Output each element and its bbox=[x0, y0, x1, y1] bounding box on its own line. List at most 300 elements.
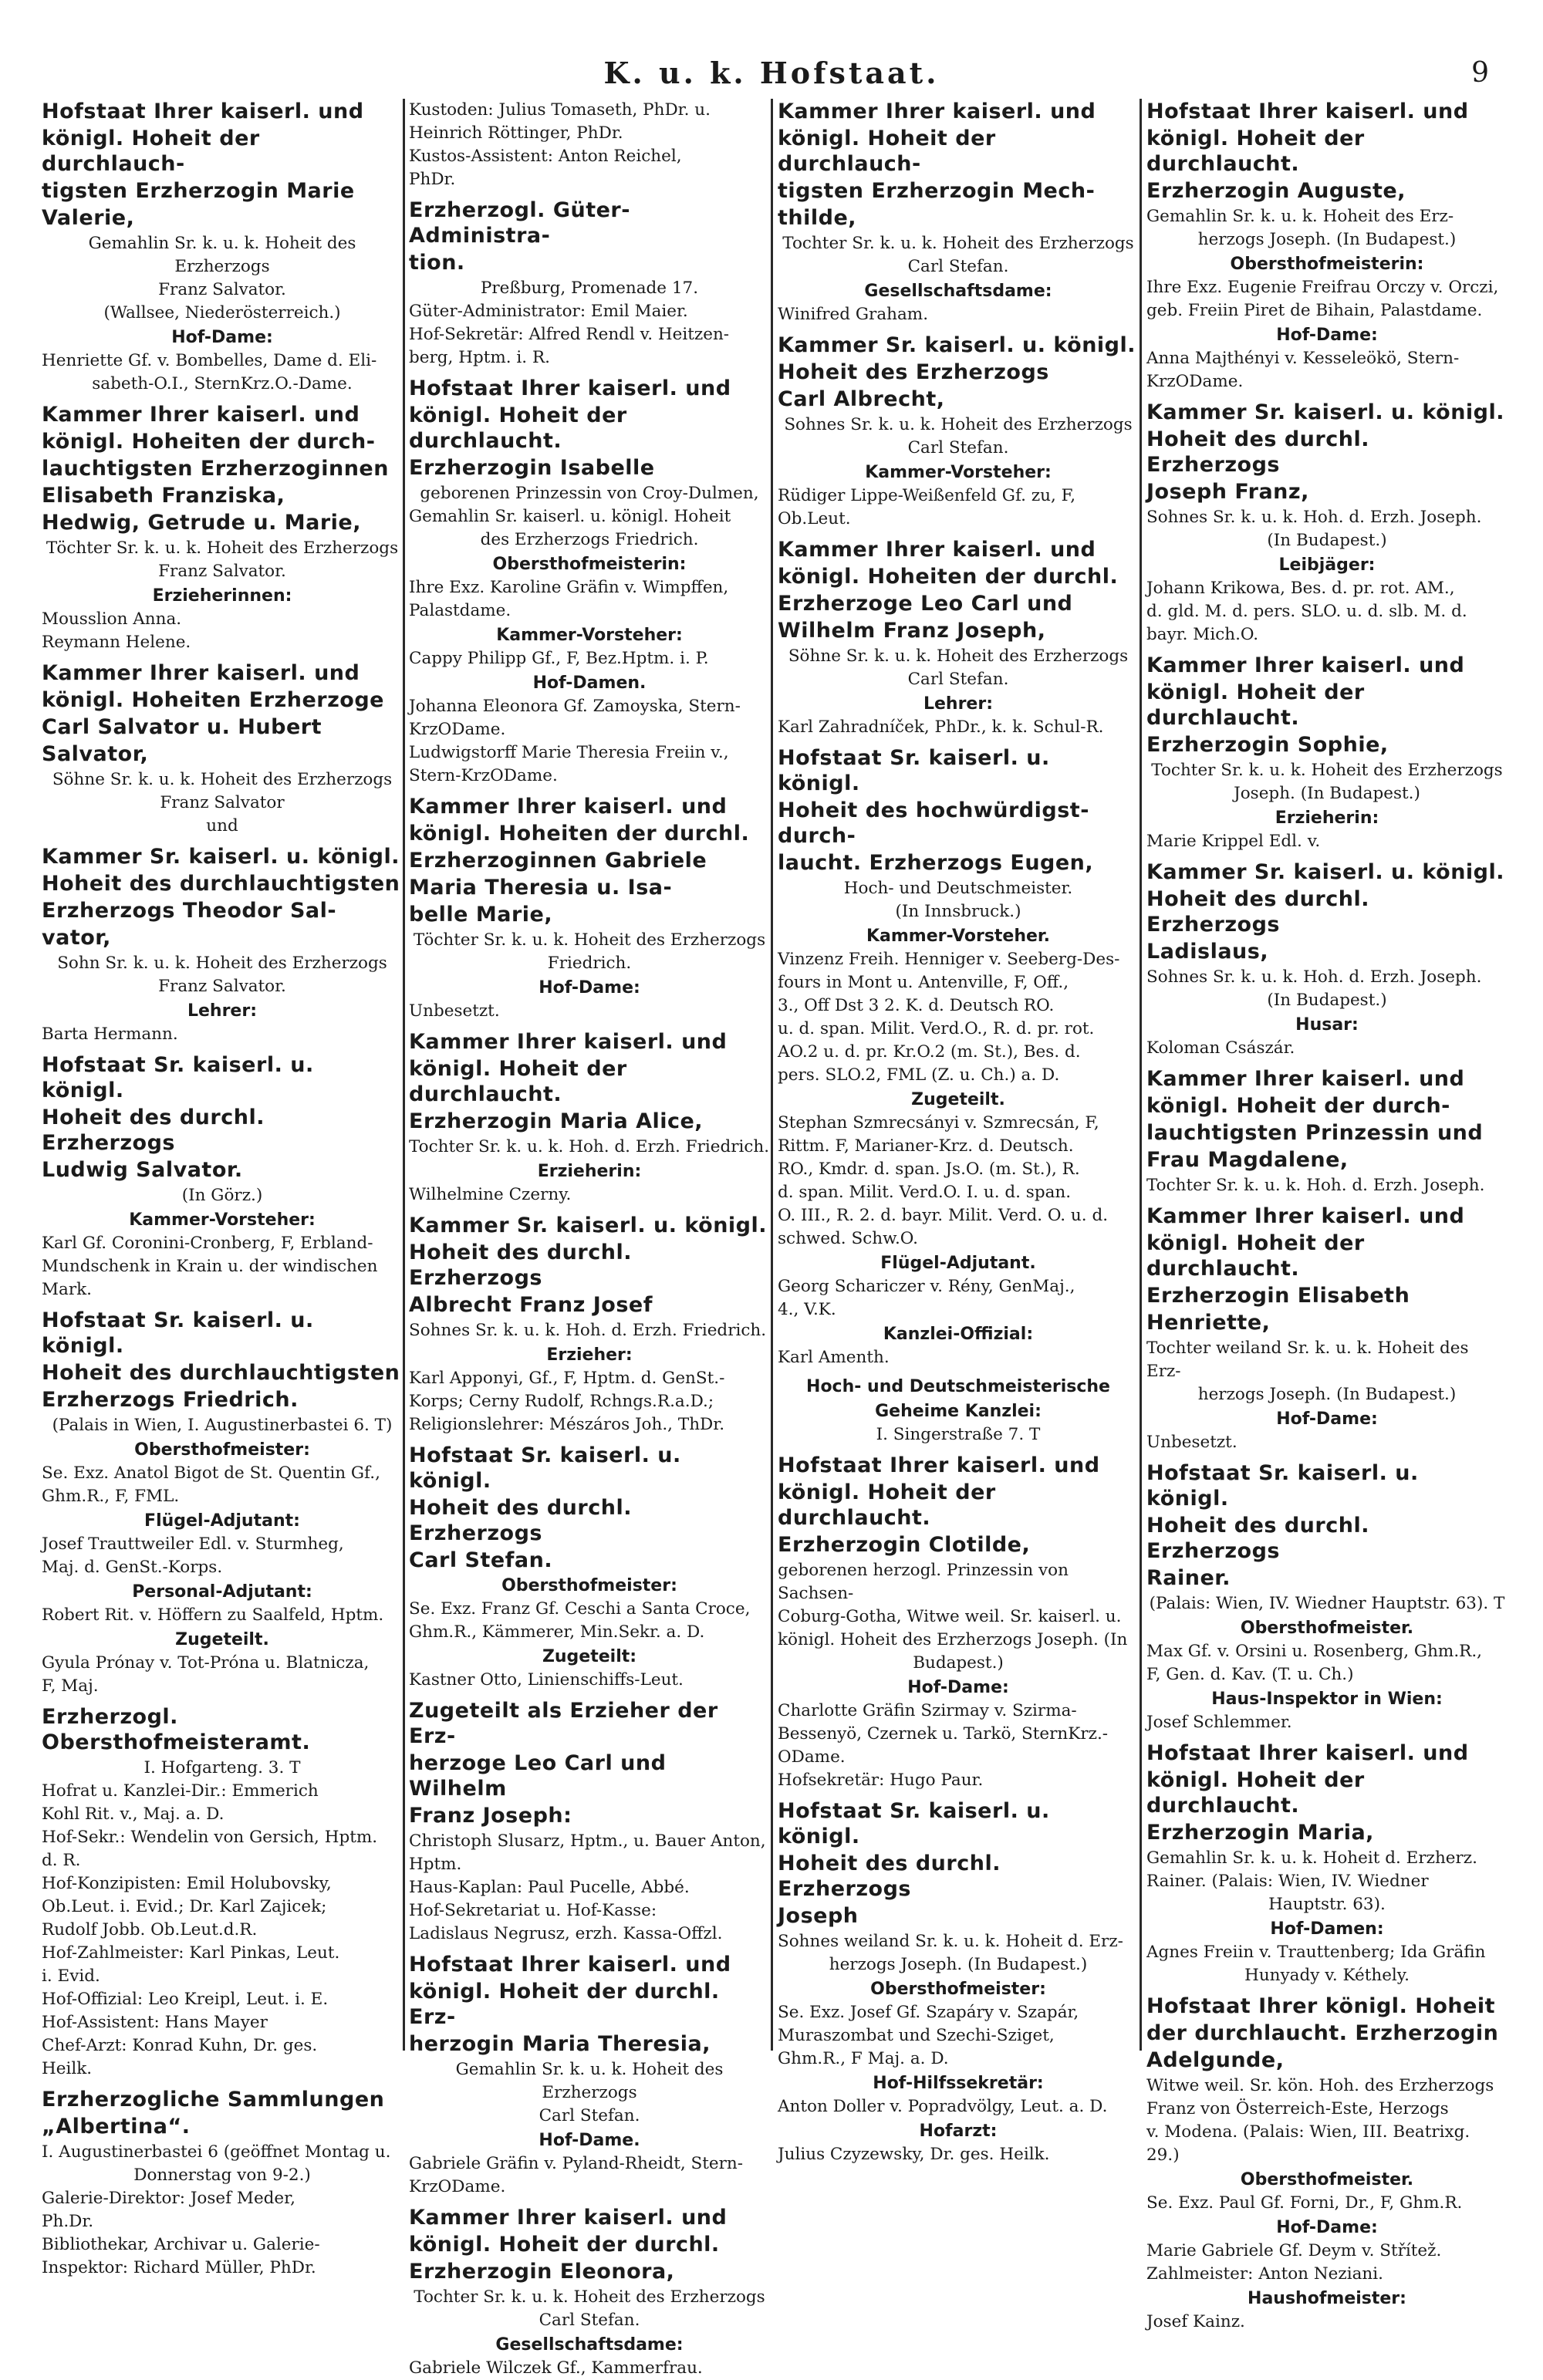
section-title-line: Hofstaat Sr. kaiserl. u. königl. bbox=[42, 1308, 314, 1358]
entry-line: RO., Kmdr. d. span. Js.O. (m. St.), R. bbox=[778, 1160, 1080, 1179]
role-heading: Erzieherin: bbox=[537, 1162, 642, 1181]
role-heading: Hof-Dame: bbox=[171, 328, 273, 347]
entry-line: (In Innsbruck.) bbox=[895, 902, 1021, 921]
entry-line: Se. Exz. Anatol Bigot de St. Quentin Gf., bbox=[42, 1463, 380, 1483]
section-title-line: herzogin Maria Theresia, bbox=[409, 2032, 711, 2056]
section-title-line: Erzherzoge Leo Carl und bbox=[778, 592, 1073, 616]
role-heading: Hof-Dame: bbox=[1276, 2218, 1378, 2237]
entry-line: Muraszombat und Szechi-Sziget, bbox=[778, 2026, 1055, 2045]
entry-line: Tochter weiland Sr. k. u. k. Hoheit des Erz- bbox=[1146, 1339, 1469, 1381]
section-title-line: Joseph bbox=[778, 1904, 859, 1928]
entry-line: Donnerstag von 9-2.) bbox=[133, 2166, 311, 2185]
entry-line: Carl Stefan. bbox=[907, 438, 1009, 457]
entry-line: Töchter Sr. k. u. k. Hoheit des Erzherzogs bbox=[46, 538, 399, 558]
column-3 bbox=[778, 99, 1139, 2164]
entry-line: Gemahlin Sr. k. u. k. Hoheit des Erz- bbox=[1146, 207, 1454, 226]
entry-line: Rittm. F, Marianer-Krz. d. Deutsch. bbox=[778, 1136, 1074, 1156]
entry-line: fours in Mont u. Antenville, F, Off., bbox=[778, 973, 1069, 992]
section-title-line: Wilhelm Franz Joseph, bbox=[778, 619, 1046, 643]
entry-line: Maj. d. GenSt.-Korps. bbox=[42, 1558, 223, 1577]
role-heading: Hof-Damen. bbox=[532, 673, 647, 693]
entry-line: (In Budapest.) bbox=[1267, 531, 1387, 550]
entry-line: Josef Schlemmer. bbox=[1146, 1713, 1292, 1732]
entry-line: Religionslehrer: Mészáros Joh., ThDr. bbox=[409, 1415, 725, 1434]
entry-section bbox=[1146, 1993, 1508, 2334]
section-title-line: königl. Hoheit der durch- bbox=[1146, 1094, 1450, 1118]
entry-line: Ob.Leut. i. Evid.; Dr. Karl Zajicek; bbox=[42, 1897, 327, 1916]
role-heading: Flügel-Adjutant: bbox=[144, 1511, 300, 1531]
section-title-line: Joseph Franz, bbox=[1146, 480, 1309, 504]
section-title-line: Erzherzoginnen Gabriele bbox=[409, 849, 707, 873]
entry-line: geb. Freiin Piret de Bihain, Palastdame. bbox=[1146, 301, 1483, 320]
section-title-line: Hoheit des durchl. Erzherzogs bbox=[42, 1106, 265, 1155]
entry-section bbox=[1146, 1740, 1508, 1987]
section-title-line: Carl Stefan. bbox=[409, 1548, 553, 1572]
entry-line: Gemahlin Sr. kaiserl. u. königl. Hoheit bbox=[409, 507, 731, 526]
entry-line: Ihre Exz. Karoline Gräfin v. Wimpffen, bbox=[409, 578, 729, 597]
section-title-line: Hofstaat Ihrer königl. Hoheit bbox=[1146, 1994, 1496, 2018]
section-title-line: königl. Hoheiten Erzherzoge bbox=[42, 688, 384, 712]
entry-line: Franz Salvator bbox=[160, 793, 285, 812]
entry-section bbox=[1146, 99, 1508, 393]
entry-section bbox=[42, 1052, 403, 1301]
entry-line: Christoph Slusarz, Hptm., u. Bauer Anton, bbox=[409, 1831, 766, 1851]
entry-section bbox=[409, 1213, 770, 1436]
entry-line: Ludwigstorff Marie Theresia Freiin v., bbox=[409, 743, 729, 762]
role-heading: Obersthofmeisterin: bbox=[492, 555, 687, 574]
entry-line: Tochter Sr. k. u. k. Hoh. d. Erzh. Joseph. bbox=[1146, 1176, 1485, 1195]
entry-line: Franz Salvator. bbox=[158, 562, 286, 581]
section-title-line: königl. Hoheit der durchlaucht. bbox=[1146, 127, 1365, 176]
section-title-line: Kammer Ihrer kaiserl. und bbox=[42, 661, 360, 685]
section-title-line: königl. Hoheiten der durch- bbox=[42, 430, 376, 454]
entry-line: d. R. bbox=[42, 1851, 81, 1870]
entry-section bbox=[42, 99, 403, 396]
entry-line: Se. Exz. Franz Gf. Ceschi a Santa Croce, bbox=[409, 1599, 751, 1619]
section-title-line: Erzherzogin Sophie, bbox=[1146, 733, 1389, 757]
entry-line: herzogs Joseph. (In Budapest.) bbox=[1197, 1385, 1457, 1404]
entry-line: Tochter Sr. k. u. k. Hoheit des Erzherzogs bbox=[414, 2287, 765, 2307]
entry-line: Sohnes weiland Sr. k. u. k. Hoheit d. Erz- bbox=[778, 1932, 1123, 1951]
entry-line: Marie Gabriele Gf. Deym v. Střítež. bbox=[1146, 2241, 1442, 2260]
role-heading: Kammer-Vorsteher: bbox=[865, 463, 1052, 482]
entry-line: Marie Krippel Edl. v. bbox=[1146, 832, 1321, 851]
section-title-line: Kammer Sr. kaiserl. u. königl. bbox=[42, 845, 400, 869]
entry-line: KrzODame. bbox=[409, 2177, 506, 2196]
section-title-line: Kammer Ihrer kaiserl. und bbox=[409, 1030, 728, 1054]
entry-line: Se. Exz. Josef Gf. Szapáry v. Szapár, bbox=[778, 2003, 1079, 2022]
section-title-line: Erzherzogin Auguste, bbox=[1146, 179, 1406, 203]
entry-line: Johann Krikowa, Bes. d. pr. rot. AM., bbox=[1146, 579, 1455, 598]
entry-section bbox=[778, 1376, 1139, 1447]
entry-line: Tochter Sr. k. u. k. Hoheit des Erzherzogs bbox=[1151, 761, 1503, 780]
section-title-line: königl. Hoheit der durchlauch- bbox=[42, 127, 260, 176]
entry-line: Kustos-Assistent: Anton Reichel, bbox=[409, 147, 682, 166]
entry-line: Hof-Sekretär: Alfred Rendl v. Heitzen- bbox=[409, 325, 730, 344]
role-heading: Kammer-Vorsteher: bbox=[496, 626, 683, 645]
entry-line: Ph.Dr. bbox=[42, 2212, 94, 2231]
section-title-line: Hoheit des durchl. Erzherzogs bbox=[1146, 1514, 1369, 1563]
column-rule bbox=[403, 99, 405, 2051]
entry-line: Karl Apponyi, Gf., F, Hptm. d. GenSt.- bbox=[409, 1369, 725, 1388]
entry-line: Ghm.R., F Maj. a. D. bbox=[778, 2049, 949, 2068]
section-title-line: thilde, bbox=[778, 206, 857, 230]
entry-line: Chef-Arzt: Konrad Kuhn, Dr. ges. bbox=[42, 2036, 318, 2055]
entry-line: sabeth-O.I., SternKrz.O.-Dame. bbox=[92, 374, 353, 393]
section-title-line: Kammer Ihrer kaiserl. und bbox=[1146, 1067, 1465, 1091]
section-title-line: Maria Theresia u. Isa- bbox=[409, 876, 673, 900]
entry-line: Ob.Leut. bbox=[778, 509, 851, 528]
section-title-line: königl. Hoheit der durchlaucht. bbox=[409, 403, 627, 453]
column-rule bbox=[771, 99, 773, 2051]
role-heading: Hof-Dame: bbox=[1276, 326, 1378, 345]
entry-section bbox=[1146, 859, 1508, 1060]
entry-line: Mousslion Anna. bbox=[42, 609, 182, 629]
entry-line: Budapest.) bbox=[913, 1653, 1004, 1673]
role-heading: Kanzlei-Offizial: bbox=[883, 1325, 1034, 1344]
entry-line: Sohnes Sr. k. u. k. Hoh. d. Erzh. Joseph. bbox=[1146, 508, 1482, 527]
entry-line: Hof-Konzipisten: Emil Holubovsky, bbox=[42, 1874, 332, 1893]
section-title-line: Erzherzogl. Güter-Administra- bbox=[409, 198, 630, 248]
entry-line: Anton Doller v. Popradvölgy, Leut. a. D. bbox=[778, 2097, 1108, 2116]
section-title-line: Frau Magdalene, bbox=[1146, 1148, 1349, 1172]
entry-line: Winifred Graham. bbox=[778, 305, 929, 324]
entry-line: Söhne Sr. k. u. k. Hoheit des Erzherzogs bbox=[52, 770, 393, 789]
section-title-line: Hoheit des durchl. Erzherzogs bbox=[1146, 887, 1369, 937]
entry-line: Vinzenz Freih. Henniger v. Seeberg-Des- bbox=[778, 950, 1120, 969]
entry-section bbox=[778, 745, 1139, 1369]
entry-section bbox=[42, 844, 403, 1046]
section-title-line: Hofstaat Sr. kaiserl. u. königl. bbox=[778, 1799, 1050, 1848]
entry-line: Georg Schariczer v. Rény, GenMaj., bbox=[778, 1277, 1075, 1296]
section-title-line: herzoge Leo Carl und Wilhelm bbox=[409, 1751, 667, 1801]
entry-line: F, Gen. d. Kav. (T. u. Ch.) bbox=[1146, 1665, 1354, 1684]
entry-line: Hauptstr. 63). bbox=[1268, 1895, 1386, 1914]
section-title-line: Erzherzogin Maria, bbox=[1146, 1821, 1374, 1845]
section-title-line: Hoheit des durchl. Erzherzogs bbox=[409, 1496, 632, 1545]
entry-line: Kastner Otto, Linienschiffs-Leut. bbox=[409, 1670, 684, 1690]
entry-line: Wilhelmine Czerny. bbox=[409, 1185, 572, 1204]
section-title-line: Hofstaat Sr. kaiserl. u. königl. bbox=[409, 1443, 681, 1493]
section-title-line: der durchlaucht. Erzherzogin bbox=[1146, 2021, 1499, 2045]
section-title-line: Kammer Sr. kaiserl. u. königl. bbox=[1146, 860, 1505, 884]
entry-line: Töchter Sr. k. u. k. Hoheit des Erzherzogs bbox=[413, 930, 766, 950]
role-heading: Flügel-Adjutant. bbox=[880, 1254, 1036, 1273]
entry-line: Bessenyö, Czernek u. Tarkö, SternKrz.- bbox=[778, 1724, 1109, 1744]
section-title-line: Kammer Sr. kaiserl. u. königl. bbox=[1146, 400, 1505, 424]
entry-line: Coburg-Gotha, Witwe weil. Sr. kaiserl. u. bbox=[778, 1607, 1122, 1626]
entry-line: Güter-Administrator: Emil Maier. bbox=[409, 302, 688, 321]
entry-line: Tochter Sr. k. u. k. Hoheit des Erzherzogs bbox=[782, 234, 1134, 253]
entry-line: Kustoden: Julius Tomaseth, PhDr. u. bbox=[409, 100, 711, 120]
entry-section bbox=[778, 1453, 1139, 1792]
entry-line: Hof-Assistent: Hans Mayer bbox=[42, 2013, 268, 2032]
entry-line: Hofrat u. Kanzlei-Dir.: Emmerich bbox=[42, 1781, 319, 1801]
entry-line: Ihre Exz. Eugenie Freifrau Orczy v. Orczi, bbox=[1146, 278, 1499, 297]
entry-line: Unbesetzt. bbox=[409, 1001, 500, 1021]
section-title-line: Elisabeth Franziska, bbox=[42, 484, 285, 508]
entry-section bbox=[409, 99, 770, 191]
entry-line: Hof-Zahlmeister: Karl Pinkas, Leut. bbox=[42, 1943, 340, 1963]
section-title-line: Zugeteilt als Erzieher der Erz- bbox=[409, 1699, 718, 1748]
entry-line: Zahlmeister: Anton Neziani. bbox=[1146, 2264, 1383, 2284]
entry-line: berg, Hptm. i. R. bbox=[409, 348, 550, 367]
section-title-line: Hofstaat Sr. kaiserl. u. königl. bbox=[42, 1053, 314, 1102]
section-title-line: Hoheit des durchlauchtigsten bbox=[42, 1361, 400, 1385]
role-heading: Geheime Kanzlei: bbox=[875, 1402, 1042, 1421]
entry-line: Bibliothekar, Archivar u. Galerie- bbox=[42, 2235, 320, 2254]
section-title-line: tigsten Erzherzogin Mech- bbox=[778, 179, 1096, 203]
section-title-line: Salvator, bbox=[42, 742, 149, 766]
section-title-line: königl. Hoheit der durchlaucht. bbox=[1146, 1768, 1365, 1818]
entry-line: (Palais in Wien, I. Augustinerbastei 6. T) bbox=[52, 1416, 393, 1435]
entry-line: Hoch- und Deutschmeister. bbox=[843, 879, 1073, 898]
entry-line: Josef Trauttweiler Edl. v. Sturmheg, bbox=[42, 1534, 344, 1554]
section-title-line: Erzherzogs Theodor Sal- bbox=[42, 899, 337, 923]
entry-line: Hunyady v. Kéthely. bbox=[1244, 1966, 1410, 1985]
entry-line: herzogs Joseph. (In Budapest.) bbox=[1197, 230, 1457, 249]
entry-line: Johanna Eleonora Gf. Zamoyska, Stern- bbox=[409, 697, 741, 716]
section-title-line: Hoheit des Erzherzogs bbox=[778, 360, 1049, 384]
entry-section bbox=[778, 333, 1139, 531]
entry-line: Gemahlin Sr. k. u. k. Hoheit d. Erzherz. bbox=[1146, 1848, 1477, 1868]
section-title-line: königl. Hoheiten der durchl. bbox=[778, 565, 1119, 589]
entry-line: Agnes Freiin v. Trauttenberg; Ida Gräfin bbox=[1146, 1943, 1486, 1962]
entry-section bbox=[1146, 400, 1508, 646]
section-title-line: königl. Hoheit der durchlaucht. bbox=[1146, 680, 1365, 730]
entry-section bbox=[409, 1029, 770, 1207]
column-2 bbox=[409, 99, 770, 2378]
entry-section bbox=[42, 1308, 403, 1698]
entry-line: pers. SLO.2, FML (Z. u. Ch.) a. D. bbox=[778, 1065, 1060, 1085]
entry-line: Rüdiger Lippe-Weißenfeld Gf. zu, F, bbox=[778, 486, 1076, 505]
entry-line: Carl Stefan. bbox=[539, 2311, 640, 2330]
section-title-line: Erzherzogliche Sammlungen bbox=[42, 2088, 385, 2112]
entry-line: Heilk. bbox=[42, 2059, 93, 2078]
section-title-line: Ladislaus, bbox=[1146, 940, 1269, 964]
role-heading: Lehrer: bbox=[923, 694, 994, 714]
section-title-line: Erzherzogin Elisabeth bbox=[1146, 1284, 1410, 1308]
entry-line: Inspektor: Richard Müller, PhDr. bbox=[42, 2258, 316, 2277]
entry-line: Koloman Császár. bbox=[1146, 1038, 1295, 1058]
column-4 bbox=[1146, 99, 1508, 2331]
entry-section bbox=[409, 197, 770, 370]
entry-line: Preßburg, Promenade 17. bbox=[480, 279, 699, 298]
section-title-line: königl. Hoheit der durchl. bbox=[409, 2233, 720, 2257]
entry-line: Gemahlin Sr. k. u. k. Hoheit des Erzherzogs bbox=[88, 234, 356, 276]
entry-line: Unbesetzt. bbox=[1146, 1433, 1237, 1452]
section-title-line: Erzherzogin Maria Alice, bbox=[409, 1109, 704, 1133]
page-header: K. u. k. Hofstaat. bbox=[603, 56, 940, 90]
entry-line: Sohnes Sr. k. u. k. Hoh. d. Erzh. Friedrich. bbox=[409, 1321, 767, 1340]
entry-line: Ghm.R., Kämmerer, Min.Sekr. a. D. bbox=[409, 1622, 705, 1642]
role-heading: Husar: bbox=[1295, 1015, 1359, 1035]
entry-line: Ghm.R., F, FML. bbox=[42, 1487, 180, 1506]
section-title-line: Hofstaat Ihrer kaiserl. und bbox=[1146, 1741, 1469, 1765]
entry-line: Hptm. bbox=[409, 1855, 462, 1874]
role-heading: Zugeteilt: bbox=[542, 1647, 637, 1666]
entry-line: Anna Majthényi v. Kesseleökö, Stern- bbox=[1146, 349, 1460, 368]
role-heading: Kammer-Vorsteher: bbox=[129, 1210, 316, 1230]
section-title-line: königl. Hoheit der durchlaucht. bbox=[778, 1480, 996, 1530]
section-title-line: königl. Hoheit der durchlauch- bbox=[778, 127, 996, 176]
section-title-line: Rainer. bbox=[1146, 1566, 1231, 1590]
entry-line: Stephan Szmrecsányi v. Szmrecsán, F, bbox=[778, 1113, 1099, 1133]
entry-section bbox=[409, 794, 770, 1023]
section-title-line: königl. Hoheit der durchlaucht. bbox=[409, 1057, 627, 1106]
role-heading: Zugeteilt. bbox=[911, 1090, 1005, 1109]
section-title-line: lauchtigsten Prinzessin und bbox=[1146, 1121, 1484, 1145]
section-title-line: Hofstaat Ihrer kaiserl. und bbox=[778, 1453, 1100, 1477]
entry-line: königl. Hoheit des Erzherzogs Joseph. (In bbox=[778, 1630, 1128, 1649]
section-title-line: Kammer Ihrer kaiserl. und bbox=[778, 100, 1096, 123]
entry-line: Heinrich Röttinger, PhDr. bbox=[409, 123, 623, 143]
entry-line: Reymann Helene. bbox=[42, 633, 191, 652]
entry-line: AO.2 u. d. pr. Kr.O.2 (m. St.), Bes. d. bbox=[778, 1042, 1081, 1062]
entry-section bbox=[42, 1704, 403, 2081]
section-title-line: königl. Hoheit der durchlaucht. bbox=[1146, 1231, 1365, 1281]
entry-line: Gabriele Wilczek Gf., Kammerfrau. bbox=[409, 2358, 703, 2378]
section-title-line: Hofstaat Sr. kaiserl. u. königl. bbox=[778, 746, 1050, 795]
entry-line: Rudolf Jobb. Ob.Leut.d.R. bbox=[42, 1920, 258, 1939]
section-title-line: Henriette, bbox=[1146, 1311, 1271, 1335]
role-heading: Haus-Inspektor in Wien: bbox=[1211, 1690, 1443, 1709]
entry-line: Gemahlin Sr. k. u. k. Hoheit des Erzherzogs bbox=[455, 2060, 724, 2102]
entry-line: F, Maj. bbox=[42, 1676, 99, 1696]
entry-line: d. span. Milit. Verd.O. I. u. d. span. bbox=[778, 1183, 1072, 1202]
role-heading: Hof-Dame: bbox=[539, 978, 640, 998]
section-title-line: Kammer Ihrer kaiserl. und bbox=[409, 795, 728, 819]
section-title-line: Kammer Sr. kaiserl. u. königl. bbox=[778, 333, 1136, 357]
entry-line: Hof-Offizial: Leo Kreipl, Leut. i. E. bbox=[42, 1990, 329, 2009]
entry-line: I. Singerstraße 7. T bbox=[876, 1425, 1041, 1444]
column-1 bbox=[42, 99, 403, 2277]
entry-line: I. Augustinerbastei 6 (geöffnet Montag u. bbox=[42, 2142, 391, 2162]
entry-line: Se. Exz. Paul Gf. Forni, Dr., F, Ghm.R. bbox=[1146, 2193, 1463, 2213]
entry-line: Palastdame. bbox=[409, 601, 512, 620]
entry-line: Cappy Philipp Gf., F, Bez.Hptm. i. P. bbox=[409, 649, 709, 668]
role-heading: Erzieherinnen: bbox=[152, 586, 292, 606]
role-heading: Obersthofmeister. bbox=[1240, 1619, 1414, 1638]
entry-line: 3., Off Dst 3 2. K. d. Deutsch RO. bbox=[778, 996, 1055, 1015]
entry-line: v. Modena. (Palais: Wien, III. Beatrixg. 29.) bbox=[1146, 2122, 1470, 2165]
role-heading: Obersthofmeister: bbox=[501, 1576, 677, 1595]
entry-line: Tochter Sr. k. u. k. Hoh. d. Erzh. Friedrich. bbox=[409, 1137, 770, 1156]
section-title-line: Hoheit des hochwürdigst-durch- bbox=[778, 798, 1089, 848]
section-title-line: Kammer Sr. kaiserl. u. königl. bbox=[409, 1214, 768, 1237]
section-title-line: Hofstaat Ihrer kaiserl. und bbox=[1146, 100, 1469, 123]
section-title-line: lauchtigsten Erzherzoginnen bbox=[42, 457, 389, 481]
entry-section bbox=[409, 1952, 770, 2199]
entry-line: O. III., R. 2. d. bayr. Milit. Verd. O. u. d. bbox=[778, 1206, 1109, 1225]
section-title-line: Hoheit des durchlauchtigsten bbox=[42, 872, 400, 896]
section-title-line: Ludwig Salvator. bbox=[42, 1158, 243, 1182]
section-title-line: Kammer Ihrer kaiserl. und bbox=[42, 403, 360, 427]
section-title-line: Hoheit des durchl. Erzherzogs bbox=[409, 1241, 632, 1290]
entry-line: Franz von Österreich-Este, Herzogs bbox=[1146, 2099, 1449, 2118]
section-title-line: Hofstaat Sr. kaiserl. u. königl. bbox=[1146, 1461, 1419, 1511]
entry-line: Söhne Sr. k. u. k. Hoheit des Erzherzogs bbox=[788, 646, 1129, 666]
entry-line: (In Budapest.) bbox=[1267, 991, 1387, 1010]
role-heading: Obersthofmeister: bbox=[870, 1980, 1046, 1999]
entry-line: Henriette Gf. v. Bombelles, Dame d. Eli- bbox=[42, 351, 377, 370]
role-heading: Zugeteilt. bbox=[175, 1630, 269, 1649]
entry-line: Galerie-Direktor: Josef Meder, bbox=[42, 2189, 295, 2208]
role-heading: Hof-Hilfssekretär: bbox=[873, 2074, 1044, 2093]
entry-line: Carl Stefan. bbox=[907, 257, 1009, 276]
entry-line: (Wallsee, Niederösterreich.) bbox=[103, 303, 341, 322]
section-title-line: Carl Albrecht, bbox=[778, 387, 945, 411]
section-title-line: Valerie, bbox=[42, 206, 135, 230]
entry-line: u. d. span. Milit. Verd.O., R. d. pr. rot. bbox=[778, 1019, 1095, 1038]
entry-line: Mark. bbox=[42, 1280, 92, 1299]
entry-line: schwed. Schw.O. bbox=[778, 1229, 918, 1248]
entry-section bbox=[42, 660, 403, 838]
section-title-line: Carl Salvator u. Hubert bbox=[42, 715, 322, 739]
section-title-line: Kammer Ihrer kaiserl. und bbox=[409, 2206, 728, 2230]
entry-section bbox=[1146, 1460, 1508, 1734]
entry-line: Robert Rit. v. Höffern zu Saalfeld, Hptm. bbox=[42, 1605, 384, 1625]
entry-section bbox=[1146, 1204, 1508, 1454]
entry-section bbox=[1146, 1066, 1508, 1197]
role-heading: Erzieher: bbox=[546, 1345, 633, 1365]
role-heading: Hof-Dame. bbox=[539, 2131, 640, 2150]
section-title-line: Hofstaat Ihrer kaiserl. und bbox=[42, 100, 364, 123]
role-heading: Leibjäger: bbox=[1278, 555, 1376, 575]
entry-line: PhDr. bbox=[409, 170, 456, 189]
section-title-line: Erzherzogin Clotilde, bbox=[778, 1533, 1031, 1557]
entry-line: Stern-KrzODame. bbox=[409, 766, 558, 785]
entry-line: Sohn Sr. k. u. k. Hoheit des Erzherzogs bbox=[57, 954, 387, 973]
role-heading: Hoch- und Deutschmeisterische bbox=[806, 1377, 1110, 1396]
entry-line: Carl Stefan. bbox=[539, 2106, 640, 2125]
entry-line: I. Hofgarteng. 3. T bbox=[143, 1758, 301, 1777]
section-title-line: Erzherzogs Friedrich. bbox=[42, 1388, 299, 1412]
section-title-line: tigsten Erzherzogin Marie bbox=[42, 179, 355, 203]
section-title-line: Franz Joseph: bbox=[409, 1804, 572, 1828]
role-heading: Obersthofmeisterin: bbox=[1230, 255, 1424, 274]
entry-line: Mundschenk in Krain u. der windischen bbox=[42, 1257, 378, 1276]
entry-line: Barta Hermann. bbox=[42, 1025, 178, 1044]
role-heading: Personal-Adjutant: bbox=[132, 1582, 312, 1602]
section-title-line: Erzherzogin Isabelle bbox=[409, 456, 655, 480]
section-title-line: Erzherzogl. Obersthofmeisteramt. bbox=[42, 1705, 311, 1754]
role-heading: Lehrer: bbox=[187, 1001, 258, 1021]
entry-line: Hofsekretär: Hugo Paur. bbox=[778, 1771, 984, 1790]
entry-line: und bbox=[206, 816, 238, 836]
entry-line: KrzODame. bbox=[409, 720, 506, 739]
section-title-line: Adelgunde, bbox=[1146, 2048, 1285, 2072]
entry-line: Franz Salvator. bbox=[158, 280, 286, 299]
role-heading: Hof-Dame: bbox=[907, 1678, 1009, 1697]
section-title-line: königl. Hoheiten der durchl. bbox=[409, 822, 750, 846]
entry-section bbox=[409, 376, 770, 788]
entry-line: Rainer. (Palais: Wien, IV. Wiedner bbox=[1146, 1872, 1429, 1891]
entry-line: Max Gf. v. Orsini u. Rosenberg, Ghm.R., bbox=[1146, 1642, 1483, 1661]
entry-line: Joseph. (In Budapest.) bbox=[1234, 784, 1420, 803]
entry-line: Karl Gf. Coronini-Cronberg, F, Erbland- bbox=[42, 1234, 373, 1253]
section-title-line: Kammer Ihrer kaiserl. und bbox=[1146, 1204, 1465, 1228]
entry-line: d. gld. M. d. pers. SLO. u. d. slb. M. d. bbox=[1146, 602, 1467, 621]
entry-section bbox=[409, 1443, 770, 1692]
section-title-line: tion. bbox=[409, 251, 465, 275]
entry-line: Kohl Rit. v., Maj. a. D. bbox=[42, 1804, 225, 1824]
section-title-line: Kammer Ihrer kaiserl. und bbox=[1146, 653, 1465, 677]
role-heading: Kammer-Vorsteher. bbox=[866, 927, 1050, 946]
entry-line: Carl Stefan. bbox=[907, 670, 1009, 689]
section-title-line: Erzherzogin Eleonora, bbox=[409, 2260, 675, 2284]
entry-line: geborenen Prinzessin von Croy-Dulmen, bbox=[420, 484, 759, 503]
